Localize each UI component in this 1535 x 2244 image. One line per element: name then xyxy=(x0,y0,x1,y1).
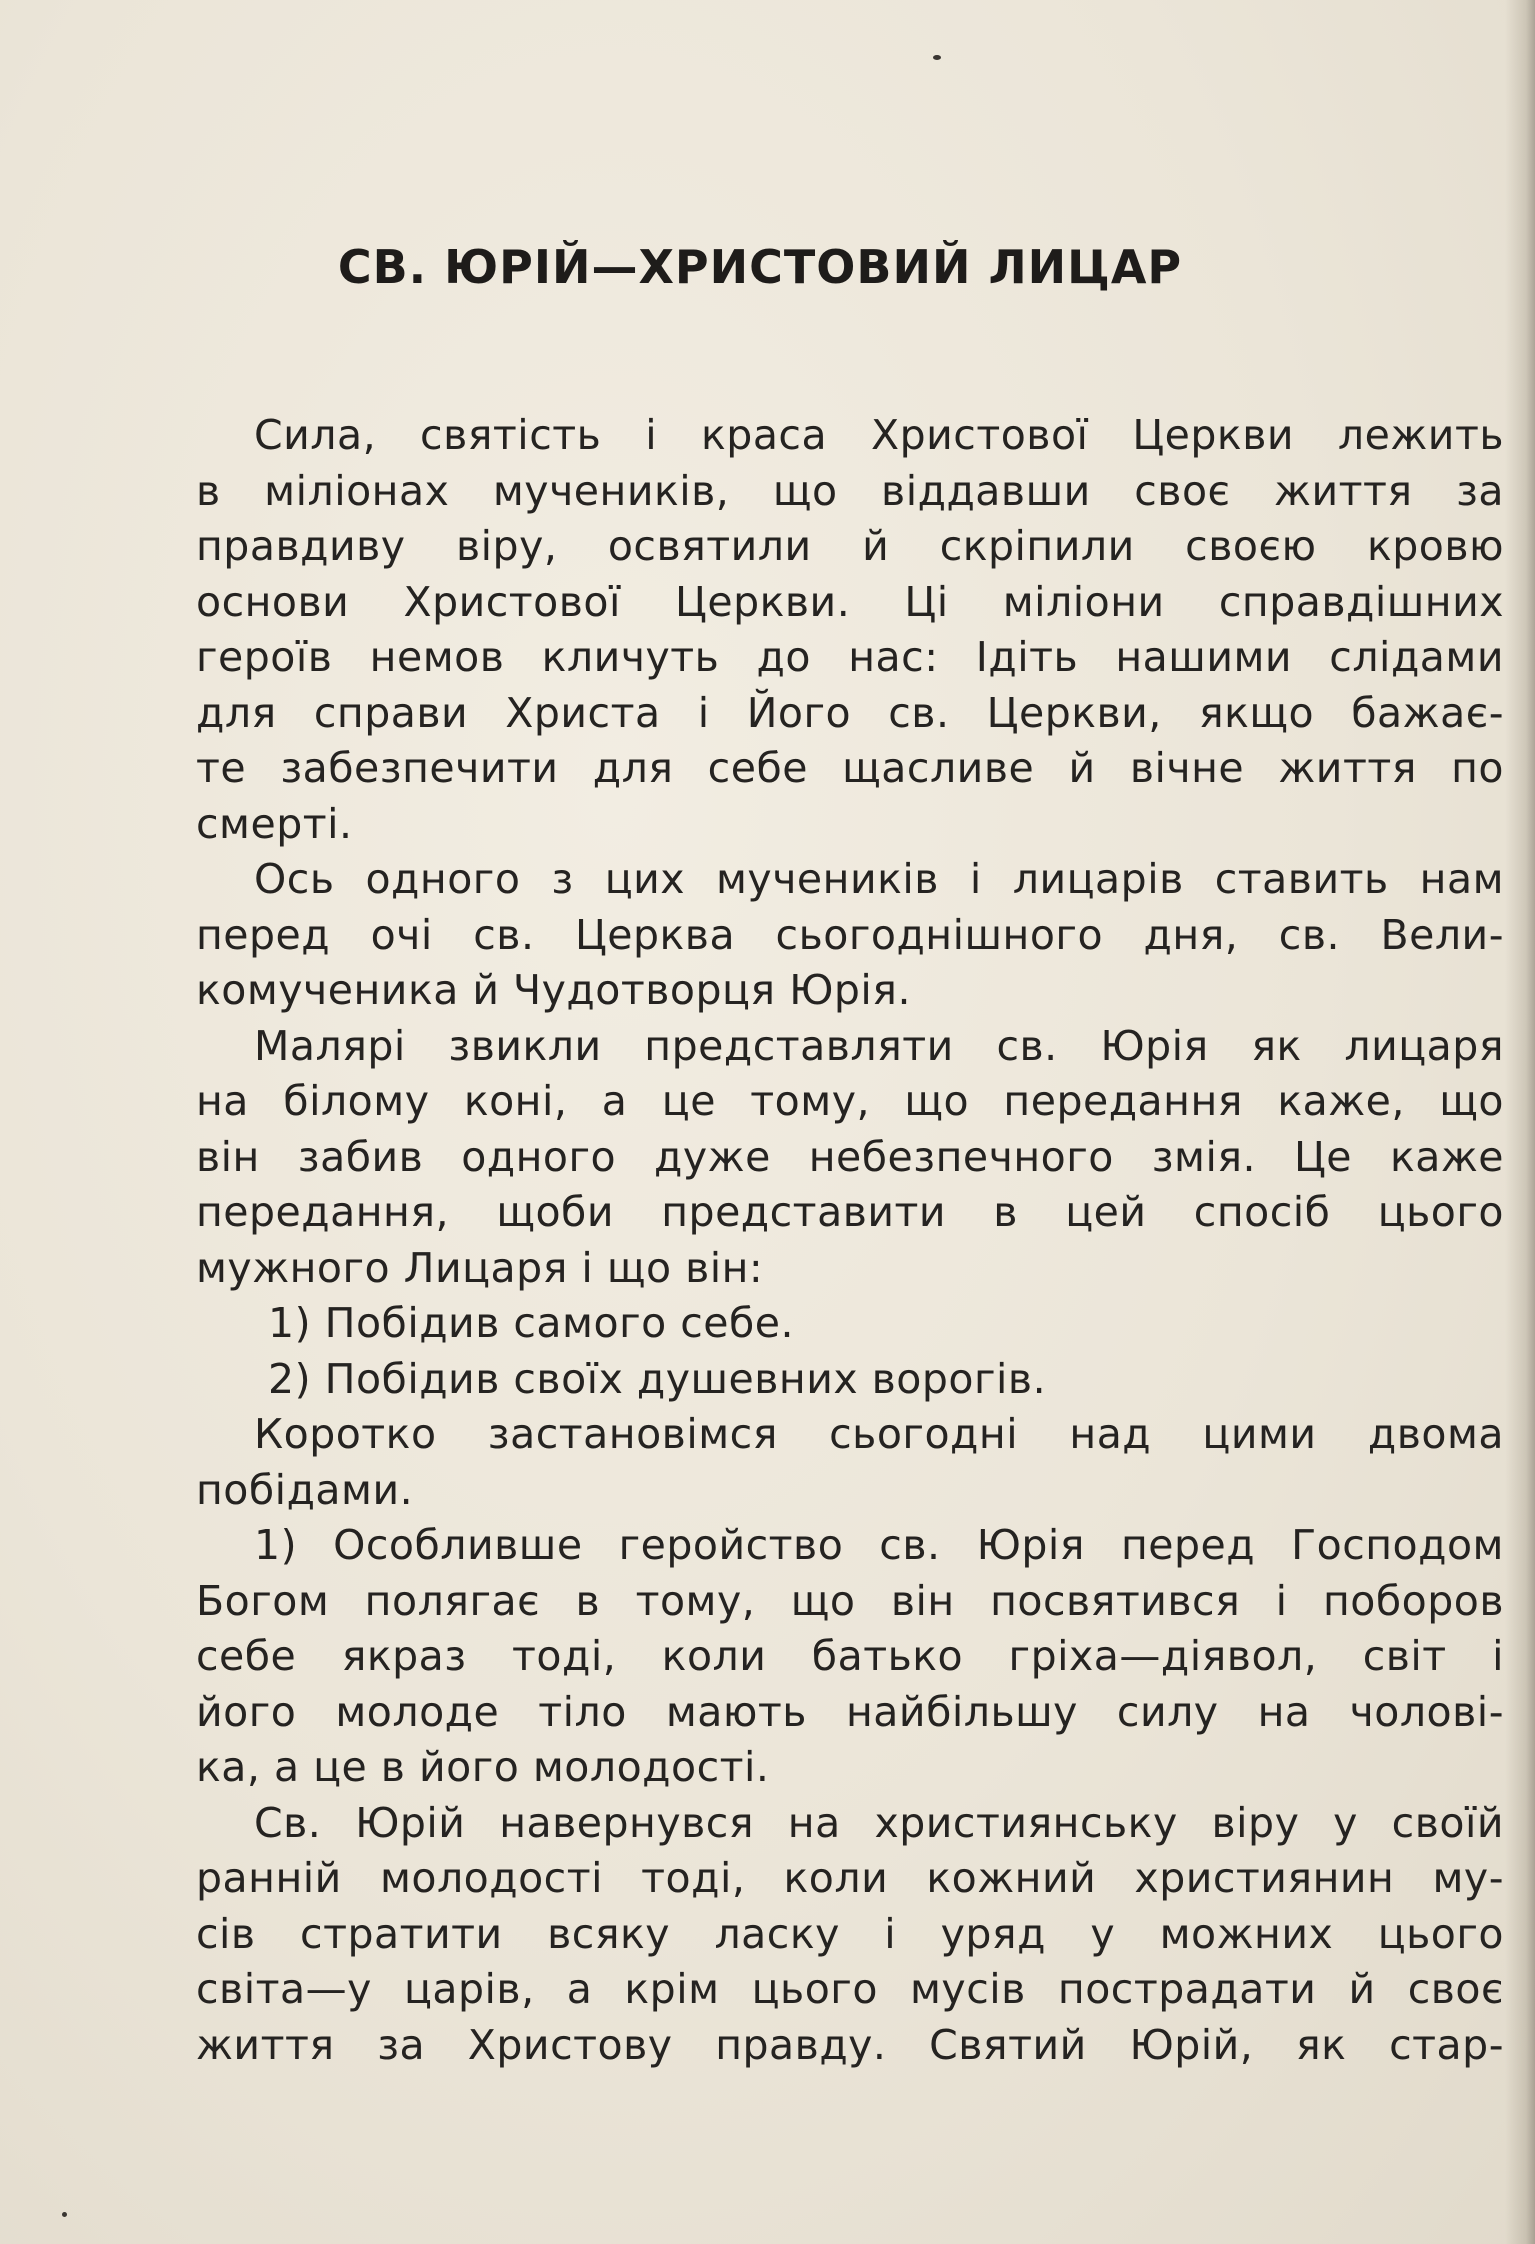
text-line: смерті. xyxy=(196,799,353,848)
text-line: комученика й Чудотворця Юрія. xyxy=(196,966,911,1014)
text-line: Св. Юрій навернувся на християнську віру у своїй xyxy=(254,1798,1504,1847)
page-gutter-shadow xyxy=(1505,0,1535,2244)
text-line: для справи Христа і Його св. Церкви, якщо бажає- xyxy=(196,688,1504,737)
text-line: перед очі св. Церква сьогоднішного дня, св. Вели- xyxy=(196,910,1504,959)
text-line: себе якраз тоді, коли батько гріха—діявол, світ і xyxy=(196,1632,1504,1680)
ink-speck xyxy=(62,2212,67,2217)
text-line: його молоде тіло мають найбільшу силу на чолові- xyxy=(196,1687,1504,1736)
text-line: в міліонах мучеників, що віддавши своє життя за xyxy=(196,466,1504,515)
text-line: ранній молодості тоді, коли кожний християнин му- xyxy=(196,1854,1504,1902)
text-line: 1) Особливше геройство св. Юрія перед Господом xyxy=(254,1521,1504,1569)
text-line: героїв немов кличуть до нас: Ідіть нашими слідами xyxy=(196,633,1504,681)
text-line: життя за Христову правду. Святий Юрій, як стар- xyxy=(196,2020,1504,2069)
text-line: правдиву віру, освятили й скріпили своєю кровю xyxy=(196,522,1504,570)
text-line: те забезпечити для себе щасливе й вічне життя по xyxy=(196,744,1504,792)
ink-speck xyxy=(933,55,941,60)
text-line: Коротко застановімся сьогодні над цими двома xyxy=(254,1410,1504,1458)
text-line: Богом полягає в тому, що він посвятився і поборов xyxy=(196,1576,1504,1625)
text-line: на білому коні, а це тому, що передання каже, що xyxy=(196,1077,1504,1125)
text-line: Сила, святість і краса Христової Церкви лежить xyxy=(254,411,1504,459)
text-line: він забив одного дуже небезпечного змія. Це каже xyxy=(196,1132,1504,1181)
text-line: 1) Побідив самого себе. xyxy=(268,1299,795,1347)
text-line: передання, щоби представити в цей спосіб цього xyxy=(196,1188,1504,1236)
text-line: світа—у царів, а крім цього мусів пострадати й своє xyxy=(196,1965,1504,2013)
text-line: ка, а це в його молодості. xyxy=(196,1743,770,1791)
text-line: основи Христової Церкви. Ці міліони справдішних xyxy=(196,577,1504,626)
text-line: сів стратити всяку ласку і уряд у можних цього xyxy=(196,1909,1504,1958)
text-line: побідами. xyxy=(196,1465,414,1514)
text-line: Малярі звикли представляти св. Юрія як лицаря xyxy=(254,1021,1504,1070)
body-text xyxy=(196,408,1504,2073)
text-line: 2) Побідив своїх душевних ворогів. xyxy=(268,1354,1047,1403)
text-line: Ось одного з цих мучеників і лицарів ставить нам xyxy=(254,855,1504,903)
text-line: мужного Лицаря і що він: xyxy=(196,1243,764,1292)
page-title: СВ. ЮРІЙ—ХРИСТОВИЙ ЛИЦАР xyxy=(337,240,1183,294)
